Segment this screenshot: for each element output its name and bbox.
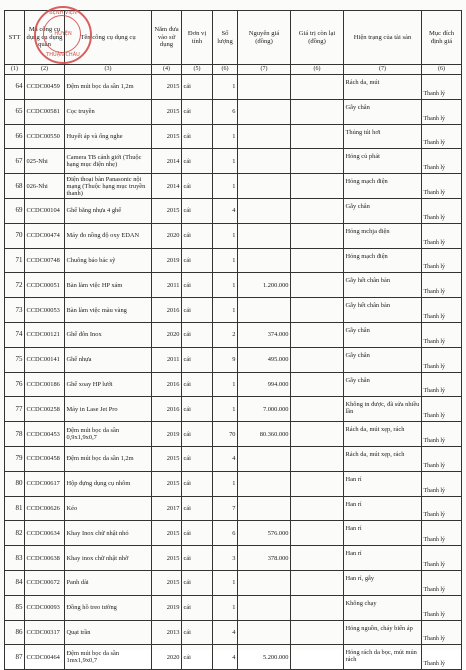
asset-code: 025-Nhi [25,149,65,174]
original-price [238,75,291,100]
quantity: 2 [213,322,238,347]
remaining-value [291,570,344,595]
asset-name: Máy đo nồng độ oxy EDAN [65,223,152,248]
asset-code: CCDC00672 [25,570,65,595]
asset-name: Đệm mút bọc da sần 1,2m [65,75,152,100]
valuation-purpose: Thanh lý [422,75,462,100]
seal-text: HUYỆN [54,31,72,37]
unit: cái [182,645,213,670]
asset-code: CCDC00550 [25,124,65,149]
asset-status: Gẫy chân [344,347,422,372]
remaining-value [291,75,344,100]
original-price [238,446,291,471]
quantity: 1 [213,298,238,323]
year-in-use: 2015 [152,99,182,124]
original-price [238,198,291,223]
asset-code: CCDC00104 [25,198,65,223]
quantity: 7 [213,496,238,521]
year-in-use: 2020 [152,223,182,248]
year-in-use: 2019 [152,422,182,447]
asset-code: CCDC00459 [25,75,65,100]
year-in-use: 2020 [152,645,182,670]
unit: cái [182,99,213,124]
column-number-row [5,65,462,75]
row-number: 67 [5,149,25,174]
asset-name: Panh dài [65,570,152,595]
original-price [238,99,291,124]
valuation-purpose: Thanh lý [422,645,462,670]
original-price: 994.000 [238,372,291,397]
year-in-use: 2016 [152,298,182,323]
quantity: 1 [213,372,238,397]
asset-code: CCDC00617 [25,471,65,496]
asset-status: Gẫy chân [344,99,422,124]
row-number: 85 [5,595,25,620]
table-row [5,347,462,372]
year-in-use: 2019 [152,248,182,273]
year-in-use: 2013 [152,620,182,645]
remaining-value [291,322,344,347]
valuation-purpose: Thanh lý [422,620,462,645]
valuation-purpose: Thanh lý [422,546,462,571]
quantity: 9 [213,347,238,372]
asset-status: Gẫy chân [344,322,422,347]
original-price [238,174,291,199]
quantity: 4 [213,620,238,645]
asset-status: Thủng túi hơi [344,124,422,149]
quantity: 6 [213,99,238,124]
asset-code: CCDC00464 [25,645,65,670]
original-price [238,595,291,620]
remaining-value [291,446,344,471]
remaining-value [291,124,344,149]
column-number: (7) [344,65,422,75]
asset-name: Huyết áp và ống nghe [65,124,152,149]
asset-name: Điện thoại bàn Panasonic nội mạng (Thuộc hạng mục truyền thanh) [65,174,152,199]
seal-text: BỆNH VIỆN [49,10,77,16]
asset-code: CCDC00634 [25,521,65,546]
remaining-value [291,471,344,496]
valuation-purpose: Thanh lý [422,322,462,347]
asset-code: CCDC00093 [25,595,65,620]
year-in-use: 2016 [152,397,182,422]
valuation-purpose: Thanh lý [422,248,462,273]
row-number: 65 [5,99,25,124]
row-number: 84 [5,570,25,595]
asset-code: CCDC00626 [25,496,65,521]
original-price [238,248,291,273]
column-number: (5) [182,65,213,75]
year-in-use: 2015 [152,446,182,471]
original-price: 576.000 [238,521,291,546]
quantity: 1 [213,471,238,496]
year-in-use: 2015 [152,521,182,546]
asset-code: CCDC00186 [25,372,65,397]
valuation-purpose: Thanh lý [422,298,462,323]
unit: cái [182,397,213,422]
header-row [5,11,462,65]
table-row [5,149,462,174]
asset-code: 026-Nhi [25,174,65,199]
original-price [238,149,291,174]
unit: cái [182,521,213,546]
asset-status: Hỏng rách da bọc, mút mủn rách [344,645,422,670]
original-price [238,124,291,149]
row-number: 70 [5,223,25,248]
asset-status: Rách da, mút xẹp, rách [344,422,422,447]
quantity: 4 [213,198,238,223]
asset-name: Khay inox chữ nhật nhỡ [65,546,152,571]
asset-name: Đệm mút bọc da sần 1mx1,9x0,7 [65,645,152,670]
asset-status: Hỏng mạch điện [344,248,422,273]
original-price [238,298,291,323]
asset-status: Hỏng củ phát [344,149,422,174]
original-price: 378.000 [238,546,291,571]
asset-code: CCDC00748 [25,248,65,273]
asset-status: Gẫy hết chân bàn [344,298,422,323]
valuation-purpose: Thanh lý [422,570,462,595]
valuation-purpose: Thanh lý [422,471,462,496]
original-price [238,570,291,595]
year-in-use: 2011 [152,273,182,298]
table-row [5,645,462,670]
quantity: 1 [213,174,238,199]
unit: cái [182,75,213,100]
table-row [5,546,462,571]
asset-status: Rách da, mút xẹp, rách [344,446,422,471]
asset-status: Gẫy chân [344,198,422,223]
valuation-purpose: Thanh lý [422,198,462,223]
asset-code: CCDC00121 [25,322,65,347]
table-row [5,198,462,223]
row-number: 75 [5,347,25,372]
remaining-value [291,546,344,571]
asset-status: Hỏng nguồn, cháy biến áp [344,620,422,645]
table-row [5,422,462,447]
remaining-value [291,372,344,397]
valuation-purpose: Thanh lý [422,223,462,248]
asset-status: Rách da, mút [344,75,422,100]
table-row [5,471,462,496]
asset-code: CCDC00638 [25,546,65,571]
asset-name: Đồng hồ treo tường [65,595,152,620]
asset-name: Camera TB cảnh giới (Thuộc hạng mục điện nhẹ) [65,149,152,174]
remaining-value [291,496,344,521]
quantity: 3 [213,546,238,571]
remaining-value [291,645,344,670]
header-price: Nguyên giá (đồng) [238,11,291,65]
table-row [5,273,462,298]
table-row [5,322,462,347]
row-number: 64 [5,75,25,100]
table-row [5,223,462,248]
year-in-use: 2020 [152,322,182,347]
asset-name: Máy in Lase Jet Pro [65,397,152,422]
table-row [5,570,462,595]
unit: cái [182,198,213,223]
asset-name: Ghế xoay HP lưới [65,372,152,397]
remaining-value [291,223,344,248]
quantity: 4 [213,645,238,670]
row-number: 78 [5,422,25,447]
year-in-use: 2015 [152,546,182,571]
row-number: 86 [5,620,25,645]
table-row [5,496,462,521]
remaining-value [291,298,344,323]
header-purpose: Mục đích định giá [422,11,462,65]
valuation-purpose: Thanh lý [422,595,462,620]
row-number: 72 [5,273,25,298]
row-number: 79 [5,446,25,471]
row-number: 81 [5,496,25,521]
table-row [5,99,462,124]
valuation-purpose: Thanh lý [422,124,462,149]
asset-status: Hỏng mạch điện [344,174,422,199]
quantity: 6 [213,521,238,546]
year-in-use: 2016 [152,372,182,397]
valuation-purpose: Thanh lý [422,99,462,124]
table-row [5,595,462,620]
column-number: (6) [291,65,344,75]
asset-code: CCDC00458 [25,446,65,471]
quantity: 1 [213,570,238,595]
remaining-value [291,521,344,546]
row-number: 68 [5,174,25,199]
year-in-use: 2011 [152,347,182,372]
asset-status: Han rỉ [344,496,422,521]
table-row [5,75,462,100]
unit: cái [182,347,213,372]
remaining-value [291,397,344,422]
remaining-value [291,99,344,124]
row-number: 87 [5,645,25,670]
header-unit: Đơn vị tính [182,11,213,65]
column-number: (4) [152,65,182,75]
year-in-use: 2015 [152,570,182,595]
valuation-purpose: Thanh lý [422,397,462,422]
row-number: 80 [5,471,25,496]
header-stt: STT [5,11,25,65]
column-number: (6) [213,65,238,75]
asset-code: CCDC00053 [25,298,65,323]
unit: cái [182,496,213,521]
unit: cái [182,248,213,273]
valuation-purpose: Thanh lý [422,422,462,447]
table-row [5,298,462,323]
table-body [5,75,462,670]
column-number: (3) [65,65,152,75]
quantity: 1 [213,223,238,248]
remaining-value [291,174,344,199]
year-in-use: 2015 [152,124,182,149]
table-row [5,620,462,645]
original-price: 7.000.000 [238,397,291,422]
asset-code: CCDC00141 [25,347,65,372]
asset-name: Kéo [65,496,152,521]
column-number: (1) [5,65,25,75]
row-number: 74 [5,322,25,347]
unit: cái [182,174,213,199]
quantity: 1 [213,397,238,422]
quantity: 1 [213,124,238,149]
quantity: 70 [213,422,238,447]
table-row [5,521,462,546]
unit: cái [182,570,213,595]
valuation-purpose: Thanh lý [422,347,462,372]
year-in-use: 2015 [152,198,182,223]
remaining-value [291,273,344,298]
unit: cái [182,595,213,620]
year-in-use: 2019 [152,595,182,620]
remaining-value [291,595,344,620]
unit: cái [182,124,213,149]
unit: cái [182,620,213,645]
asset-name: Bàn làm việc màu vàng [65,298,152,323]
row-number: 77 [5,397,25,422]
column-number: (7) [238,65,291,75]
valuation-purpose: Thanh lý [422,273,462,298]
header-status: Hiện trạng của tài sản [344,11,422,65]
asset-name: Hộp đựng dụng cụ nhôm [65,471,152,496]
valuation-purpose: Thanh lý [422,446,462,471]
header-name: Tên công cụ dụng cụ [65,11,152,65]
asset-name: Chuông báo bác sỹ [65,248,152,273]
unit: cái [182,298,213,323]
unit: cái [182,223,213,248]
unit: cái [182,471,213,496]
unit: cái [182,372,213,397]
column-number: (6) [422,65,462,75]
unit: cái [182,446,213,471]
asset-code: CCDC00581 [25,99,65,124]
unit: cái [182,273,213,298]
year-in-use: 2015 [152,75,182,100]
remaining-value [291,248,344,273]
asset-name: Đệm mút bọc da sần 0,9x1,9x0,7 [65,422,152,447]
asset-name: Ghế băng nhựa 4 ghế [65,198,152,223]
year-in-use: 2014 [152,174,182,199]
asset-name: Khay Inox chữ nhật nhỏ [65,521,152,546]
row-number: 71 [5,248,25,273]
unit: cái [182,422,213,447]
asset-name: Đệm mút bọc da sần 1,2m [65,446,152,471]
unit: cái [182,322,213,347]
asset-table [4,10,462,670]
asset-status: Han rỉ, gẫy [344,570,422,595]
original-price: 1.200.000 [238,273,291,298]
asset-status: Hỏng mchja điện [344,223,422,248]
table-row [5,174,462,199]
asset-code: CCDC00453 [25,422,65,447]
table-row [5,248,462,273]
asset-status: Gẫy hết chân bàn [344,273,422,298]
asset-status: Gẫy chân [344,372,422,397]
header-qty: Số lượng [213,11,238,65]
row-number: 73 [5,298,25,323]
remaining-value [291,422,344,447]
asset-name: Bàn làm việc HP xám [65,273,152,298]
header-year: Năm đưa vào sử dụng [152,11,182,65]
asset-status: Han rỉ [344,521,422,546]
asset-name: Quạt trần [65,620,152,645]
asset-code: CCDC00474 [25,223,65,248]
asset-name: Cọc truyền [65,99,152,124]
row-number: 83 [5,546,25,571]
original-price: 5.200.000 [238,645,291,670]
quantity: 1 [213,149,238,174]
original-price: 495.000 [238,347,291,372]
asset-name: Ghế đôn Inox [65,322,152,347]
table-row [5,124,462,149]
quantity: 1 [213,595,238,620]
original-price [238,620,291,645]
valuation-purpose: Thanh lý [422,174,462,199]
row-number: 76 [5,372,25,397]
seal-text: THUẬN CHÂU [46,52,80,58]
header-remaining: Giá trị còn lại (đồng) [291,11,344,65]
original-price [238,496,291,521]
row-number: 69 [5,198,25,223]
year-in-use: 2017 [152,496,182,521]
asset-status: Han rỉ [344,546,422,571]
table-row [5,397,462,422]
asset-code: CCDC00317 [25,620,65,645]
year-in-use: 2014 [152,149,182,174]
original-price: 374.000 [238,322,291,347]
unit: cái [182,149,213,174]
quantity: 1 [213,248,238,273]
year-in-use: 2015 [152,471,182,496]
remaining-value [291,149,344,174]
asset-name: Ghế nhựa [65,347,152,372]
remaining-value [291,198,344,223]
original-price [238,223,291,248]
table-row [5,446,462,471]
row-number: 82 [5,521,25,546]
asset-status: Han rỉ [344,471,422,496]
valuation-purpose: Thanh lý [422,149,462,174]
asset-code: CCDC00051 [25,273,65,298]
quantity: 4 [213,446,238,471]
quantity: 1 [213,273,238,298]
original-price [238,471,291,496]
remaining-value [291,347,344,372]
quantity: 1 [213,75,238,100]
unit: cái [182,546,213,571]
column-number: (2) [25,65,65,75]
row-number: 66 [5,124,25,149]
asset-code: CCDC00258 [25,397,65,422]
asset-status: Không chạy [344,595,422,620]
table-row [5,372,462,397]
valuation-purpose: Thanh lý [422,521,462,546]
valuation-purpose: Thanh lý [422,496,462,521]
original-price: 80.360.000 [238,422,291,447]
header-code: Mã công cụ dụng cụ dụng quản [25,11,65,65]
asset-status: Không in được, đã sửa nhiều lần [344,397,422,422]
remaining-value [291,620,344,645]
valuation-purpose: Thanh lý [422,372,462,397]
